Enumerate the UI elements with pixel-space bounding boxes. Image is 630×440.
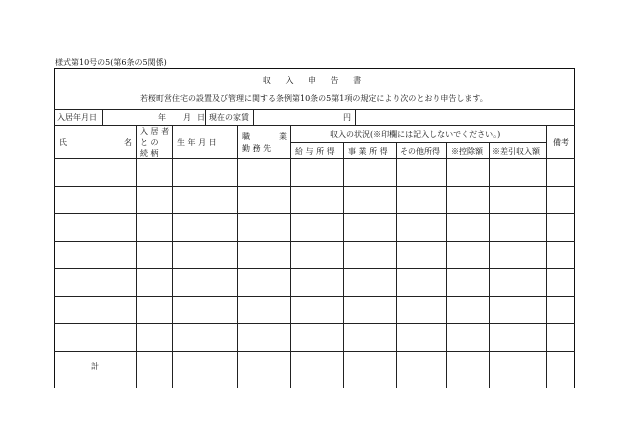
table-row (54, 351, 575, 352)
header-net: ※差引収入額 (492, 147, 540, 156)
form-frame (54, 68, 575, 388)
form-title: 収 入 申 告 書 (262, 76, 368, 85)
form-number: 様式第10号の5(第6条の5関係) (55, 58, 167, 67)
divider (54, 158, 575, 159)
divider (355, 109, 356, 126)
move-in-month: 月 (183, 113, 191, 122)
header-other: その他所得 (400, 147, 440, 156)
header-relation-2: と の (140, 138, 159, 147)
header-business: 事 業 所 得 (348, 147, 388, 156)
move-in-day: 日 (197, 113, 205, 122)
header-relation-3: 続 柄 (140, 149, 159, 158)
divider (290, 142, 546, 143)
table-row (54, 241, 575, 242)
divider (290, 125, 291, 388)
header-birth: 生 年 月 日 (177, 138, 217, 147)
divider (102, 109, 103, 126)
header-name-1: 氏 (59, 138, 67, 147)
header-income-status: 収入の状況(※印欄には記入しないでください。) (330, 130, 501, 139)
table-row (54, 213, 575, 214)
move-in-label: 入居年月日 (57, 113, 97, 122)
divider (172, 125, 173, 388)
header-salary: 給 与 所 得 (295, 147, 335, 156)
table-row (54, 268, 575, 269)
header-remarks: 備考 (553, 138, 569, 147)
total-label: 計 (91, 362, 99, 371)
declaration-text: 若桜町営住宅の設置及び管理に関する条例第10条の5第1項の規定により次のとおり申告します。 (140, 94, 488, 103)
header-job-3: 勤 務 先 (242, 144, 272, 153)
divider (546, 125, 547, 388)
divider (54, 125, 575, 126)
divider (253, 109, 254, 126)
current-rent-label: 現在の家賃 (209, 113, 249, 122)
table-row (54, 323, 575, 324)
table-row (54, 186, 575, 187)
header-job-1: 職 (242, 132, 250, 141)
table-row (54, 296, 575, 297)
current-rent-unit: 円 (343, 113, 351, 122)
divider (205, 109, 206, 126)
header-relation-1: 入 居 者 (140, 127, 170, 136)
divider (237, 125, 238, 388)
header-name-2: 名 (124, 138, 132, 147)
header-job-2: 業 (279, 132, 287, 141)
divider (136, 125, 137, 388)
divider (54, 109, 575, 110)
header-deduction: ※控除額 (451, 147, 483, 156)
move-in-year: 年 (158, 113, 166, 122)
